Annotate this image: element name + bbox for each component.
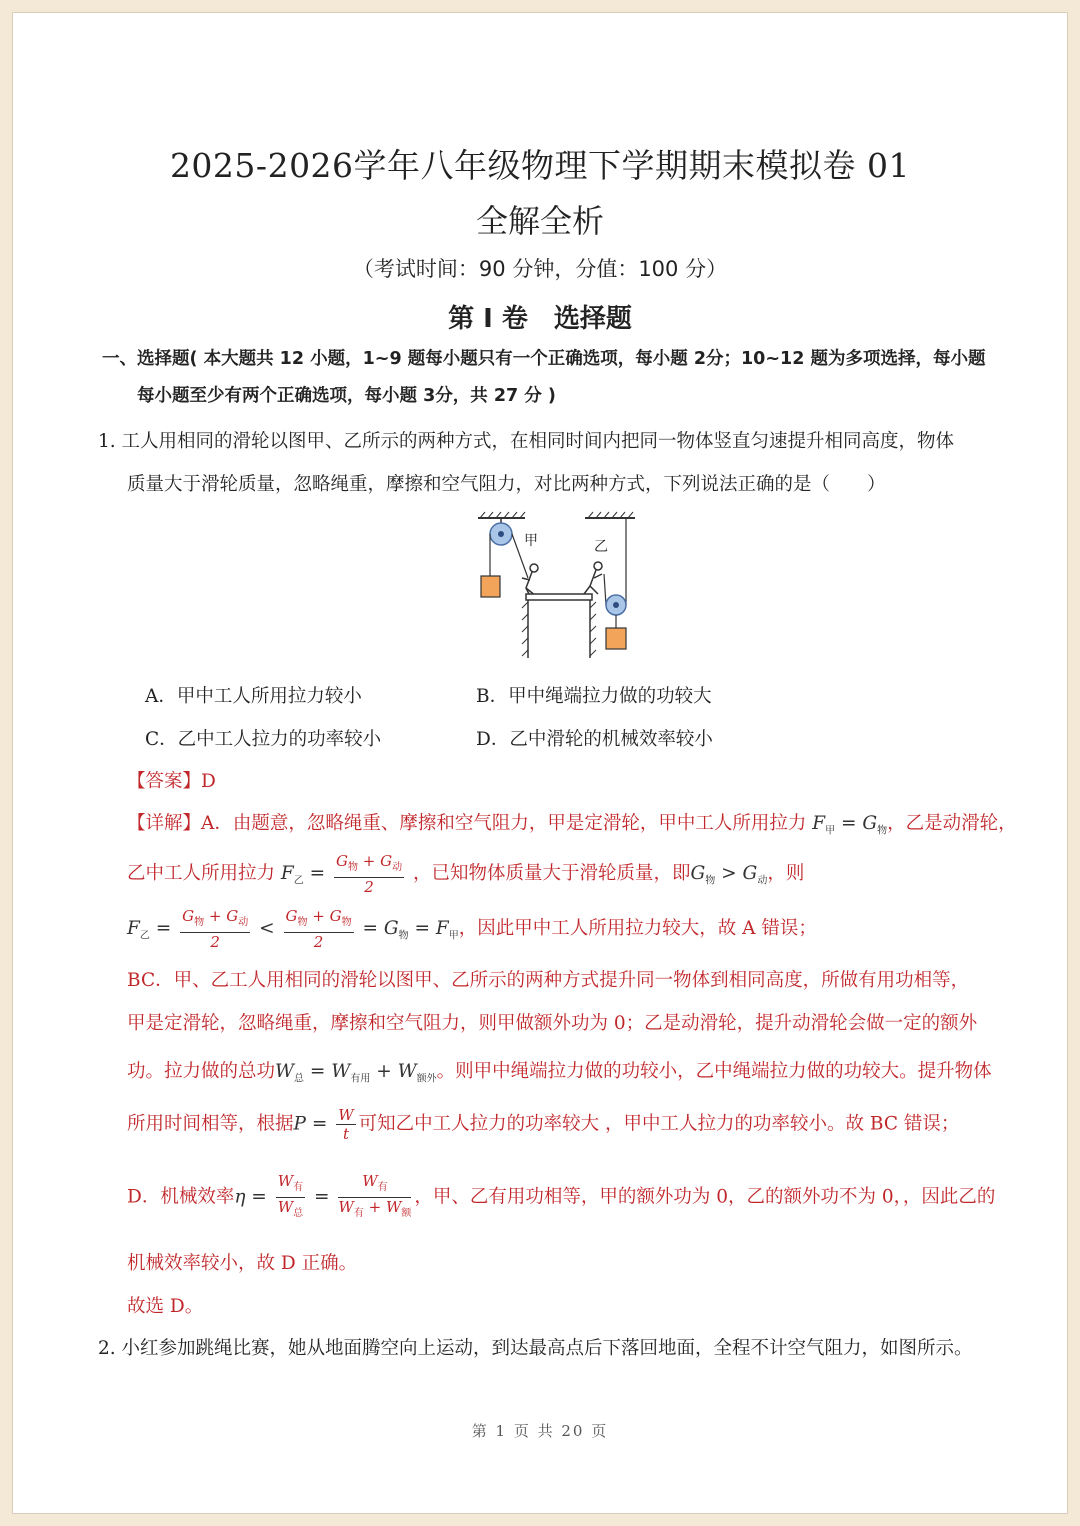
weight-block-yi-icon xyxy=(606,628,626,649)
section-instructions-line2: 每小题至少有两个正确选项，每小题 3分，共 27 分 ) xyxy=(137,386,556,406)
detail-line-9: 机械效率较小，故 D 正确。 xyxy=(127,1253,358,1274)
option-b: B．甲中绳端拉力做的功较大 xyxy=(476,686,712,707)
exam-info: （考试时间：90 分钟，分值：100 分） xyxy=(352,257,728,281)
answer-line: 【答案】D xyxy=(127,771,216,792)
option-a: A．甲中工人所用拉力较小 xyxy=(145,686,362,707)
question-2-text-line1: 2. 小红参加跳绳比赛，她从地面腾空向上运动，到达最高点后下落回地面，全程不计空气阻力，如图所示。 xyxy=(98,1338,973,1359)
detail-line-3: $F_乙$ = $\frac{G_物 + G_动}{2}$ < $\frac{G_物 + G_物}{2}$ = $G_物 = F_甲$，因此甲中工人所用拉力较大，故 A 错误； xyxy=(127,907,817,951)
detail-line-5: 甲是定滑轮，忽略绳重，摩擦和空气阻力，则甲做额外功为 0；乙是动滑轮，提升动滑轮会做一定的额外 xyxy=(127,1013,978,1034)
section-instructions-line1: 一、选择题( 本大题共 12 小题，1~9 题每小题只有一个正确选项，每小题 2分；10~12 题为多项选择，每小题 xyxy=(102,349,986,369)
detail-label: 【详解】 xyxy=(127,813,202,834)
question-1-text-line2: 质量大于滑轮质量，忽略绳重，摩擦和空气阻力，对比两种方式，下列说法正确的是（ ） xyxy=(127,474,886,495)
figure-label-jia: 甲 xyxy=(524,533,538,549)
detail-line-6: 功。拉力做的总功$W_总 = W_{有用} + W_{额外}$。则甲中绳端拉力做的功较小，乙中绳端拉力做的功较大。提升物体 xyxy=(127,1061,992,1085)
exam-title: 2025-2026学年八年级物理下学期期末模拟卷 01 xyxy=(169,146,911,185)
detail-line-8: D．机械效率η = $\frac{W_有}{W_总}$ = $\frac{W_有}{W_有 + W_额}$ ，甲、乙有用功相等，甲的额外功为 0，乙的额外功不为 0，，因此乙的 xyxy=(127,1172,996,1219)
detail-line-1: 【详解】A．由题意，忽略绳重、摩擦和空气阻力，甲是定滑轮，甲中工人所用拉力 $F_甲 = G_物$，乙是动滑轮， xyxy=(127,813,1017,837)
pulley-figure xyxy=(470,508,640,663)
figure-label-yi: 乙 xyxy=(594,539,608,555)
option-d: D．乙中滑轮的机械效率较小 xyxy=(476,729,713,750)
exam-subtitle: 全解全析 xyxy=(475,202,604,240)
weight-block-jia-icon xyxy=(481,576,500,597)
worker-yi-icon xyxy=(584,562,602,594)
page-footer: 第 1 页 共 20 页 xyxy=(471,1422,609,1440)
detail-line-10: 故选 D。 xyxy=(127,1296,204,1317)
question-1-text-line1: 1. 工人用相同的滑轮以图甲、乙所示的两种方式，在相同时间内把同一物体竖直匀速提升相同高度，物体 xyxy=(98,431,955,452)
option-c: C．乙中工人拉力的功率较小 xyxy=(145,729,382,750)
detail-line-4: BC．甲、乙工人用相同的滑轮以图甲、乙所示的两种方式提升同一物体到相同高度，所做有用功相等， xyxy=(127,970,970,991)
formula-fraction: $\frac{G_物 + G_动}{2}$ xyxy=(336,852,403,896)
volume-heading: 第 Ⅰ 卷 选择题 xyxy=(448,304,632,334)
detail-line-2: 乙中工人所用拉力 $F_乙$ = $\frac{G_物 + G_动}{2}$ ，已知物体质量大于滑轮质量，即$G_物 > G_动$，则 xyxy=(127,852,805,896)
detail-line-7: 所用时间相等，根据P = $\frac{W}{t}$ 可知乙中工人拉力的功率较大 ，甲中工人拉力的功率较小。故 BC 错误； xyxy=(127,1106,960,1143)
